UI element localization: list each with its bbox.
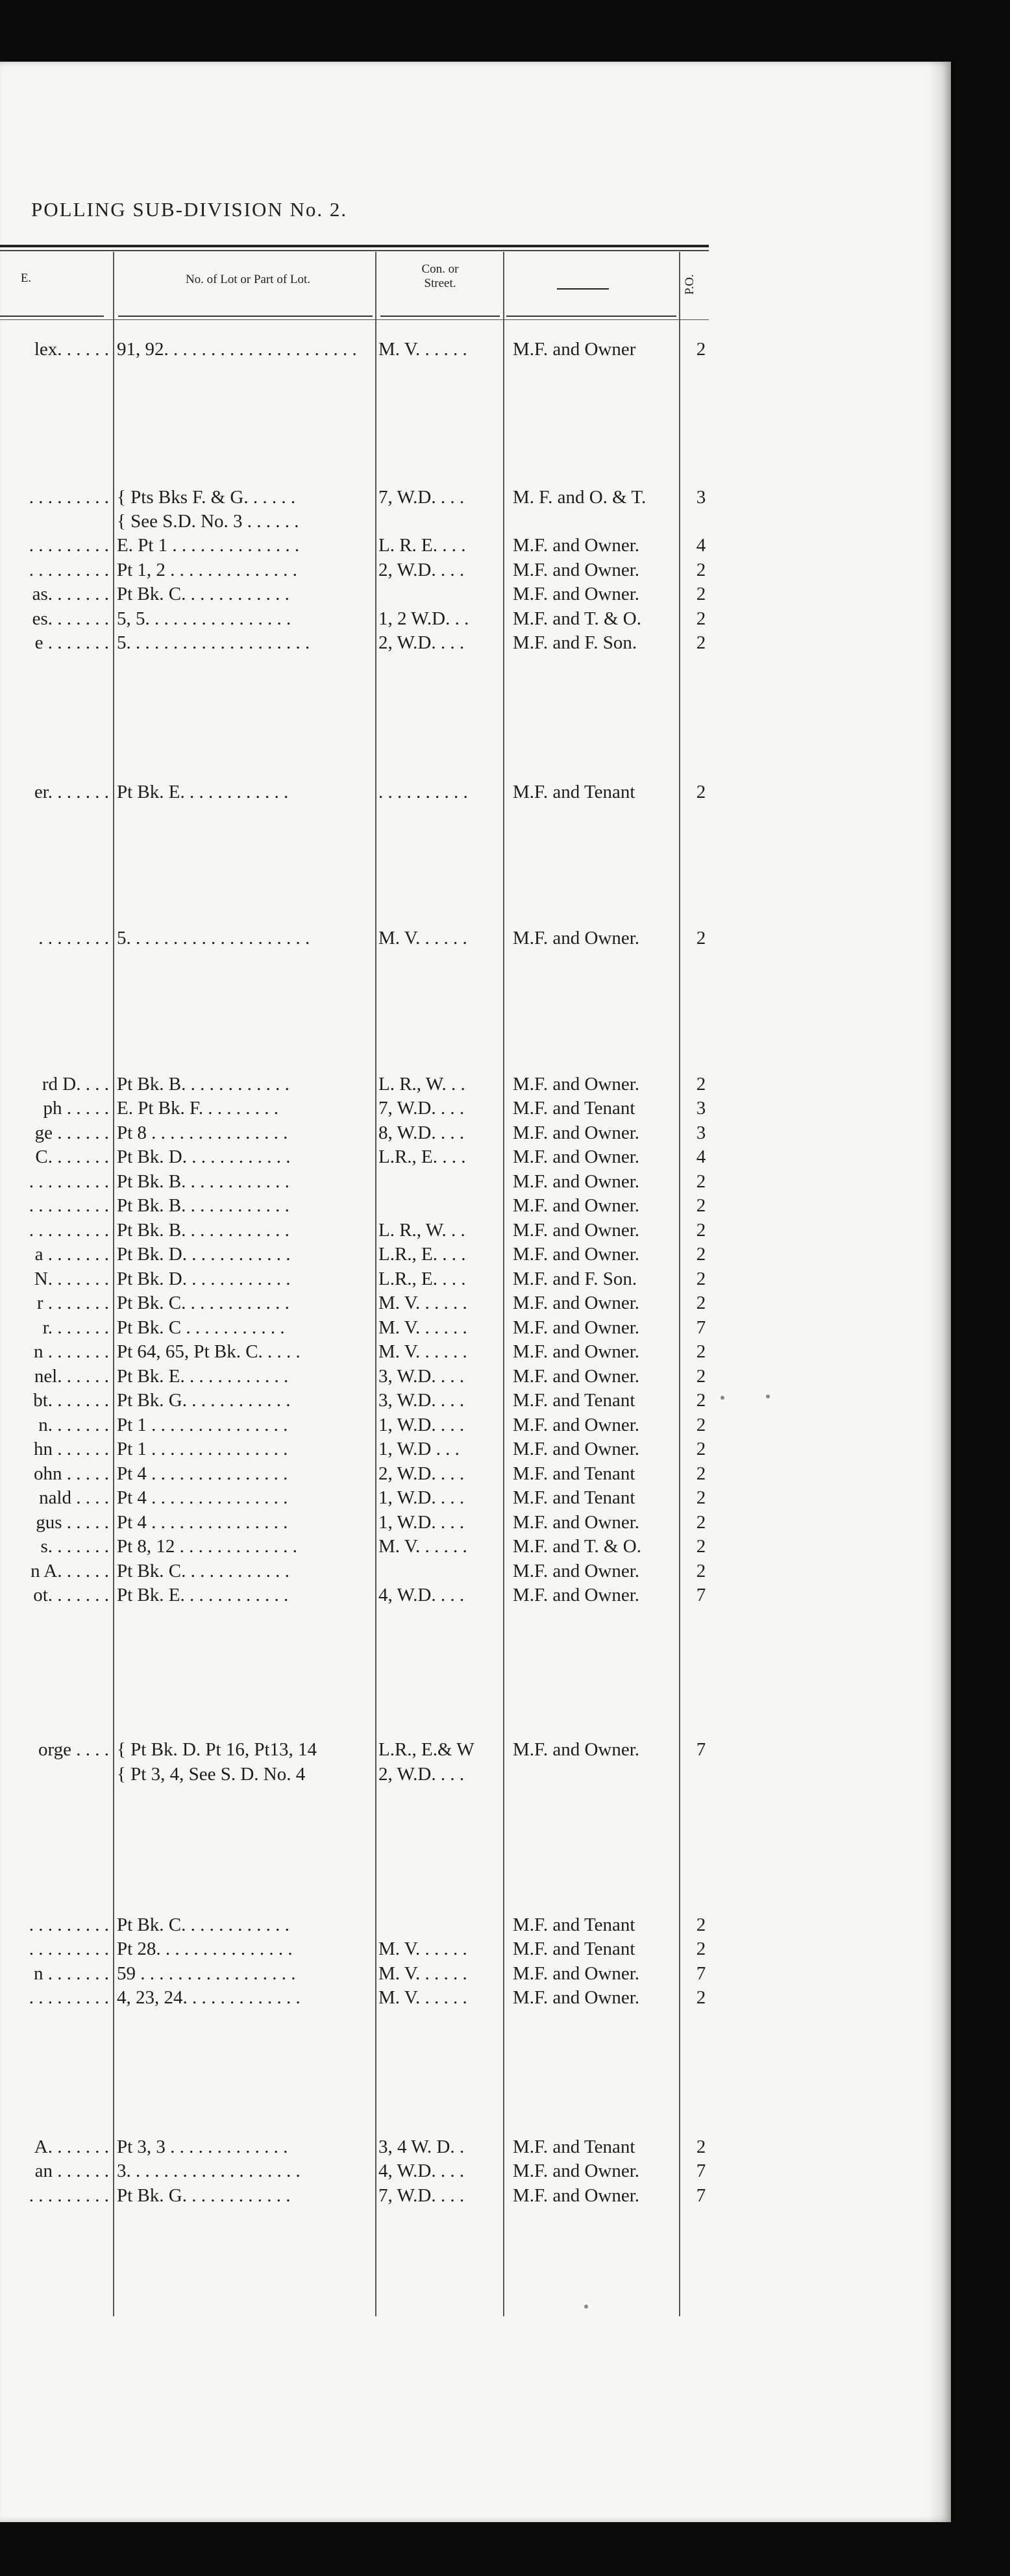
cell-qualification: M.F. and Owner.	[513, 1195, 640, 1216]
cell-qualification: M.F. and Tenant	[513, 1463, 635, 1484]
cell-name: rd D. . . .	[42, 1074, 109, 1095]
cell-name: s. . . . . . .	[40, 1536, 109, 1557]
cell-name: . . . . . . . . .	[29, 1914, 109, 1935]
column-header-name: E.	[20, 271, 32, 285]
cell-qualification: M.F. and Owner.	[513, 1122, 640, 1143]
cell-po: 2	[696, 1171, 706, 1192]
cell-lot: 5, 5. . . . . . . . . . . . . . . .	[117, 608, 291, 629]
cell-con: 2, W.D. . . .	[378, 560, 465, 580]
cell-qualification: M.F. and Tenant	[513, 2136, 635, 2157]
top-rule-thin	[0, 250, 709, 251]
cell-name: . . . . . . . . .	[29, 487, 109, 508]
cell-name: A. . . . . . .	[34, 2136, 109, 2157]
cell-po: 2	[696, 632, 706, 653]
cell-qualification: M.F. and Tenant	[513, 782, 635, 802]
column-header-lot: No. of Lot or Part of Lot.	[185, 273, 311, 286]
cell-lot: Pt Bk. D. . . . . . . . . . . .	[117, 1146, 291, 1167]
cell-con: 1, W.D. . . .	[378, 1512, 465, 1533]
cell-con: L. R. E. . . .	[378, 535, 466, 556]
cell-qualification: M.F. and Owner.	[513, 1171, 640, 1192]
cell-con: 1, W.D. . . .	[378, 1487, 465, 1508]
print-speck	[721, 1396, 724, 1400]
cell-qualification: M.F. and T. & O.	[513, 1536, 642, 1557]
cell-qualification: M.F. and T. & O.	[513, 608, 642, 629]
cell-name: n . . . . . . .	[34, 1341, 109, 1362]
cell-lot: Pt 4 . . . . . . . . . . . . . . .	[117, 1487, 288, 1508]
cell-qualification: M.F. and Owner.	[513, 1585, 640, 1605]
cell-con: . . . . . . . . . .	[378, 782, 468, 802]
page-edge-shadow	[928, 62, 954, 2522]
cell-lot: Pt 4 . . . . . . . . . . . . . . .	[117, 1463, 288, 1484]
cell-lot: Pt Bk. C . . . . . . . . . . .	[117, 1317, 285, 1338]
cell-con: M. V. . . . . .	[378, 1938, 467, 1959]
cell-con: M. V. . . . . .	[378, 928, 467, 948]
cell-con: 4, W.D. . . .	[378, 2161, 465, 2181]
page-heading: POLLING SUB-DIVISION No. 2.	[31, 198, 348, 221]
cell-lot: 91, 92. . . . . . . . . . . . . . . . . . . . .	[117, 339, 357, 360]
cell-qualification: M.F. and Tenant	[513, 1938, 635, 1959]
cell-name: gus . . . . .	[36, 1512, 109, 1533]
cell-lot: Pt 28. . . . . . . . . . . . . . .	[117, 1938, 293, 1959]
cell-lot: Pt 8, 12 . . . . . . . . . . . . .	[117, 1536, 297, 1557]
cell-name: er. . . . . . .	[34, 782, 109, 802]
cell-name: e . . . . . . .	[34, 632, 109, 653]
cell-name: ph . . . . .	[43, 1098, 109, 1119]
cell-con: 7, W.D. . . .	[378, 487, 465, 508]
cell-con: L.R., E. . . .	[378, 1244, 466, 1265]
cell-lot: Pt Bk. C. . . . . . . . . . . .	[117, 1914, 289, 1935]
cell-name: lex. . . . . .	[34, 339, 109, 360]
cell-po: 3	[696, 1098, 706, 1119]
column-divider-3	[503, 252, 504, 2316]
cell-po: 2	[696, 782, 706, 802]
cell-name: an . . . . . .	[34, 2161, 109, 2181]
cell-con: M. V. . . . . .	[378, 1963, 467, 1984]
cell-name: nel. . . . . .	[34, 1366, 109, 1387]
cell-po: 7	[696, 2185, 706, 2206]
cell-qualification: M.F. and Owner.	[513, 1244, 640, 1265]
cell-po: 2	[696, 1293, 706, 1313]
cell-lot: Pt 1, 2 . . . . . . . . . . . . . .	[117, 560, 297, 580]
cell-lot: Pt Bk. D. . . . . . . . . . . .	[117, 1244, 291, 1265]
cell-con: 8, W.D. . . .	[378, 1122, 465, 1143]
cell-qualification: M.F. and F. Son.	[513, 632, 637, 653]
cell-po: 2	[696, 1415, 706, 1435]
cell-name: bt. . . . . . .	[33, 1390, 109, 1411]
cell-qualification: M.F. and Tenant	[513, 1487, 635, 1508]
cell-con: L. R., W. . .	[378, 1074, 465, 1095]
cell-lot: Pt 1 . . . . . . . . . . . . . . .	[117, 1439, 288, 1459]
cell-con: 1, 2 W.D. . .	[378, 608, 469, 629]
cell-qualification: M.F. and F. Son.	[513, 1269, 637, 1289]
cell-name: . . . . . . . . .	[29, 1938, 109, 1959]
column-header-qual-dash	[557, 288, 609, 290]
cell-qualification: M.F. and Owner.	[513, 1341, 640, 1362]
cell-name: ot. . . . . . .	[33, 1585, 109, 1605]
cell-lot: 4, 23, 24. . . . . . . . . . . . .	[117, 1987, 301, 2008]
cell-name: . . . . . . . . .	[29, 1220, 109, 1241]
cell-qualification: M.F. and Tenant	[513, 1098, 635, 1119]
cell-con: L.R., E. . . .	[378, 1146, 466, 1167]
cell-lot: Pt Bk. E. . . . . . . . . . . .	[117, 782, 289, 802]
cell-name: . . . . . . . . .	[29, 1195, 109, 1216]
cell-po: 7	[696, 1963, 706, 1984]
cell-name: n. . . . . . .	[38, 1415, 109, 1435]
cell-qualification: M.F. and Owner	[513, 339, 636, 360]
cell-con: M. V. . . . . .	[378, 339, 467, 360]
cell-name: hn . . . . . .	[34, 1439, 109, 1459]
cell-po: 2	[696, 608, 706, 629]
cell-name: n A. . . . . .	[31, 1561, 109, 1581]
header-rule-3	[380, 316, 500, 317]
cell-con: M. V. . . . . .	[378, 1341, 467, 1362]
cell-qualification: M.F. and Owner.	[513, 1366, 640, 1387]
cell-po: 2	[696, 339, 706, 360]
cell-name: . . . . . . . . .	[29, 1171, 109, 1192]
cell-qualification: M.F. and Owner.	[513, 1963, 640, 1984]
cell-lot: Pt Bk. G. . . . . . . . . . . .	[117, 1390, 291, 1411]
cell-name: . . . . . . . . .	[29, 1987, 109, 2008]
cell-lot: 3. . . . . . . . . . . . . . . . . . .	[117, 2161, 301, 2181]
cell-lot: { See S.D. No. 3 . . . . . .	[117, 511, 299, 532]
cell-po: 2	[696, 1074, 706, 1095]
cell-con: M. V. . . . . .	[378, 1987, 467, 2008]
cell-lot: Pt Bk. B. . . . . . . . . . . .	[117, 1220, 289, 1241]
cell-po: 2	[696, 1987, 706, 2008]
cell-name: n . . . . . . .	[34, 1963, 109, 1984]
cell-po: 2	[696, 1487, 706, 1508]
cell-po: 7	[696, 1585, 706, 1605]
cell-lot: Pt Bk. B. . . . . . . . . . . .	[117, 1171, 289, 1192]
cell-lot: Pt Bk. C. . . . . . . . . . . .	[117, 584, 289, 604]
cell-qualification: M.F. and Owner.	[513, 1415, 640, 1435]
cell-qualification: M.F. and Owner.	[513, 1561, 640, 1581]
cell-lot: 59 . . . . . . . . . . . . . . . . .	[117, 1963, 296, 1984]
cell-lot: Pt Bk. C. . . . . . . . . . . .	[117, 1561, 289, 1581]
cell-po: 2	[696, 1536, 706, 1557]
cell-con: 1, W.D . . .	[378, 1439, 460, 1459]
cell-con: 2, W.D. . . .	[378, 632, 465, 653]
cell-con: 1, W.D. . . .	[378, 1415, 465, 1435]
cell-lot: Pt 4 . . . . . . . . . . . . . . .	[117, 1512, 288, 1533]
print-speck	[584, 2305, 588, 2309]
cell-po: 2	[696, 1244, 706, 1265]
cell-con: 7, W.D. . . .	[378, 1098, 465, 1119]
cell-con: 3, W.D. . . .	[378, 1390, 465, 1411]
column-header-con	[388, 262, 492, 291]
cell-lot: E. Pt 1 . . . . . . . . . . . . . .	[117, 535, 300, 556]
header-rule-4	[506, 316, 676, 317]
cell-po: 7	[696, 2161, 706, 2181]
cell-po: 4	[696, 1146, 706, 1167]
cell-con: M. V. . . . . .	[378, 1536, 467, 1557]
header-rule-thin	[0, 319, 709, 320]
cell-po: 7	[696, 1317, 706, 1338]
cell-lot: Pt Bk. E. . . . . . . . . . . .	[117, 1585, 289, 1605]
cell-qualification: M. F. and O. & T.	[513, 487, 647, 508]
cell-lot: Pt Bk. B. . . . . . . . . . . .	[117, 1195, 289, 1216]
cell-po: 2	[696, 1938, 706, 1959]
cell-po: 2	[696, 1341, 706, 1362]
cell-po: 2	[696, 1439, 706, 1459]
cell-lot: Pt 1 . . . . . . . . . . . . . . .	[117, 1415, 288, 1435]
cell-po: 7	[696, 1739, 706, 1760]
cell-po: 2	[696, 1269, 706, 1289]
header-rule-1	[0, 316, 104, 317]
cell-po: 2	[696, 1220, 706, 1241]
column-header-po: P.O.	[683, 274, 696, 295]
cell-po: 2	[696, 1914, 706, 1935]
column-divider-2	[375, 252, 376, 2316]
cell-con: 7, W.D. . . .	[378, 2185, 465, 2206]
cell-po: 2	[696, 1366, 706, 1387]
cell-con: 3, 4 W. D. .	[378, 2136, 465, 2157]
cell-con: 4, W.D. . . .	[378, 1585, 465, 1605]
cell-con: L.R., E. . . .	[378, 1269, 466, 1289]
print-speck	[766, 1394, 770, 1398]
cell-qualification: M.F. and Owner.	[513, 1512, 640, 1533]
cell-name: . . . . . . . . .	[29, 535, 109, 556]
cell-name: es. . . . . . .	[32, 608, 109, 629]
cell-lot: Pt Bk. D. . . . . . . . . . . .	[117, 1269, 291, 1289]
cell-po: 2	[696, 1195, 706, 1216]
cell-con: 2, W.D. . . .	[378, 1764, 465, 1785]
cell-po: 3	[696, 487, 706, 508]
header-rule-2	[118, 316, 373, 317]
cell-name: . . . . . . . . .	[29, 560, 109, 580]
cell-po: 2	[696, 2136, 706, 2157]
column-divider-1	[113, 252, 114, 2316]
cell-lot: Pt Bk. G. . . . . . . . . . . .	[117, 2185, 291, 2206]
cell-qualification: M.F. and Tenant	[513, 1390, 635, 1411]
cell-qualification: M.F. and Owner.	[513, 1987, 640, 2008]
cell-lot: Pt Bk. C. . . . . . . . . . . .	[117, 1293, 289, 1313]
cell-qualification: M.F. and Owner.	[513, 584, 640, 604]
cell-name: r . . . . . . .	[36, 1293, 109, 1313]
cell-name: as. . . . . . .	[32, 584, 109, 604]
cell-po: 2	[696, 1512, 706, 1533]
cell-po: 2	[696, 584, 706, 604]
cell-qualification: M.F. and Owner.	[513, 535, 640, 556]
cell-lot: Pt Bk. B. . . . . . . . . . . .	[117, 1074, 289, 1095]
column-header-con-text: Con. or Street.	[421, 262, 459, 290]
cell-lot: { Pts Bks F. & G. . . . . .	[117, 487, 296, 508]
cell-name: ohn . . . . .	[34, 1463, 109, 1484]
cell-qualification: M.F. and Owner.	[513, 2161, 640, 2181]
cell-name: . . . . . . . .	[38, 928, 109, 948]
cell-qualification: M.F. and Owner.	[513, 928, 640, 948]
cell-qualification: M.F. and Tenant	[513, 1914, 635, 1935]
top-rule	[0, 245, 709, 247]
cell-con: M. V. . . . . .	[378, 1293, 467, 1313]
cell-qualification: M.F. and Owner.	[513, 1146, 640, 1167]
cell-po: 2	[696, 1561, 706, 1581]
cell-name: N. . . . . . .	[34, 1269, 109, 1289]
cell-lot: Pt 3, 3 . . . . . . . . . . . . .	[117, 2136, 288, 2157]
cell-qualification: M.F. and Owner.	[513, 560, 640, 580]
cell-con: L.R., E.& W	[378, 1739, 474, 1760]
cell-qualification: M.F. and Owner.	[513, 1074, 640, 1095]
cell-name: nald . . . .	[39, 1487, 109, 1508]
cell-qualification: M.F. and Owner.	[513, 1220, 640, 1241]
cell-con: M. V. . . . . .	[378, 1317, 467, 1338]
cell-lot: 5. . . . . . . . . . . . . . . . . . . .	[117, 632, 310, 653]
cell-qualification: M.F. and Owner.	[513, 1317, 640, 1338]
cell-name: . . . . . . . . .	[29, 2185, 109, 2206]
cell-lot: Pt 64, 65, Pt Bk. C. . . . .	[117, 1341, 301, 1362]
cell-qualification: M.F. and Owner.	[513, 1739, 640, 1760]
cell-name: C. . . . . . .	[35, 1146, 109, 1167]
cell-lot: Pt 8 . . . . . . . . . . . . . . .	[117, 1122, 288, 1143]
cell-lot: 5. . . . . . . . . . . . . . . . . . . .	[117, 928, 310, 948]
cell-po: 2	[696, 1463, 706, 1484]
cell-qualification: M.F. and Owner.	[513, 1439, 640, 1459]
cell-po: 4	[696, 535, 706, 556]
cell-name: orge . . . .	[38, 1739, 109, 1760]
cell-name: a . . . . . . .	[34, 1244, 109, 1265]
cell-po: 2	[696, 560, 706, 580]
cell-lot: E. Pt Bk. F. . . . . . . . .	[117, 1098, 279, 1119]
cell-qualification: M.F. and Owner.	[513, 1293, 640, 1313]
cell-lot: { Pt 3, 4, See S. D. No. 4	[117, 1764, 306, 1785]
cell-qualification: M.F. and Owner.	[513, 2185, 640, 2206]
cell-lot: { Pt Bk. D. Pt 16, Pt13, 14	[117, 1739, 317, 1760]
cell-con: L. R., W. . .	[378, 1220, 465, 1241]
cell-con: 2, W.D. . . .	[378, 1463, 465, 1484]
cell-name: ge . . . . . .	[34, 1122, 109, 1143]
cell-con: 3, W.D. . . .	[378, 1366, 465, 1387]
cell-po: 2	[696, 1390, 706, 1411]
cell-lot: Pt Bk. E. . . . . . . . . . . .	[117, 1366, 289, 1387]
cell-po: 2	[696, 928, 706, 948]
cell-name: r. . . . . . .	[42, 1317, 109, 1338]
cell-po: 3	[696, 1122, 706, 1143]
